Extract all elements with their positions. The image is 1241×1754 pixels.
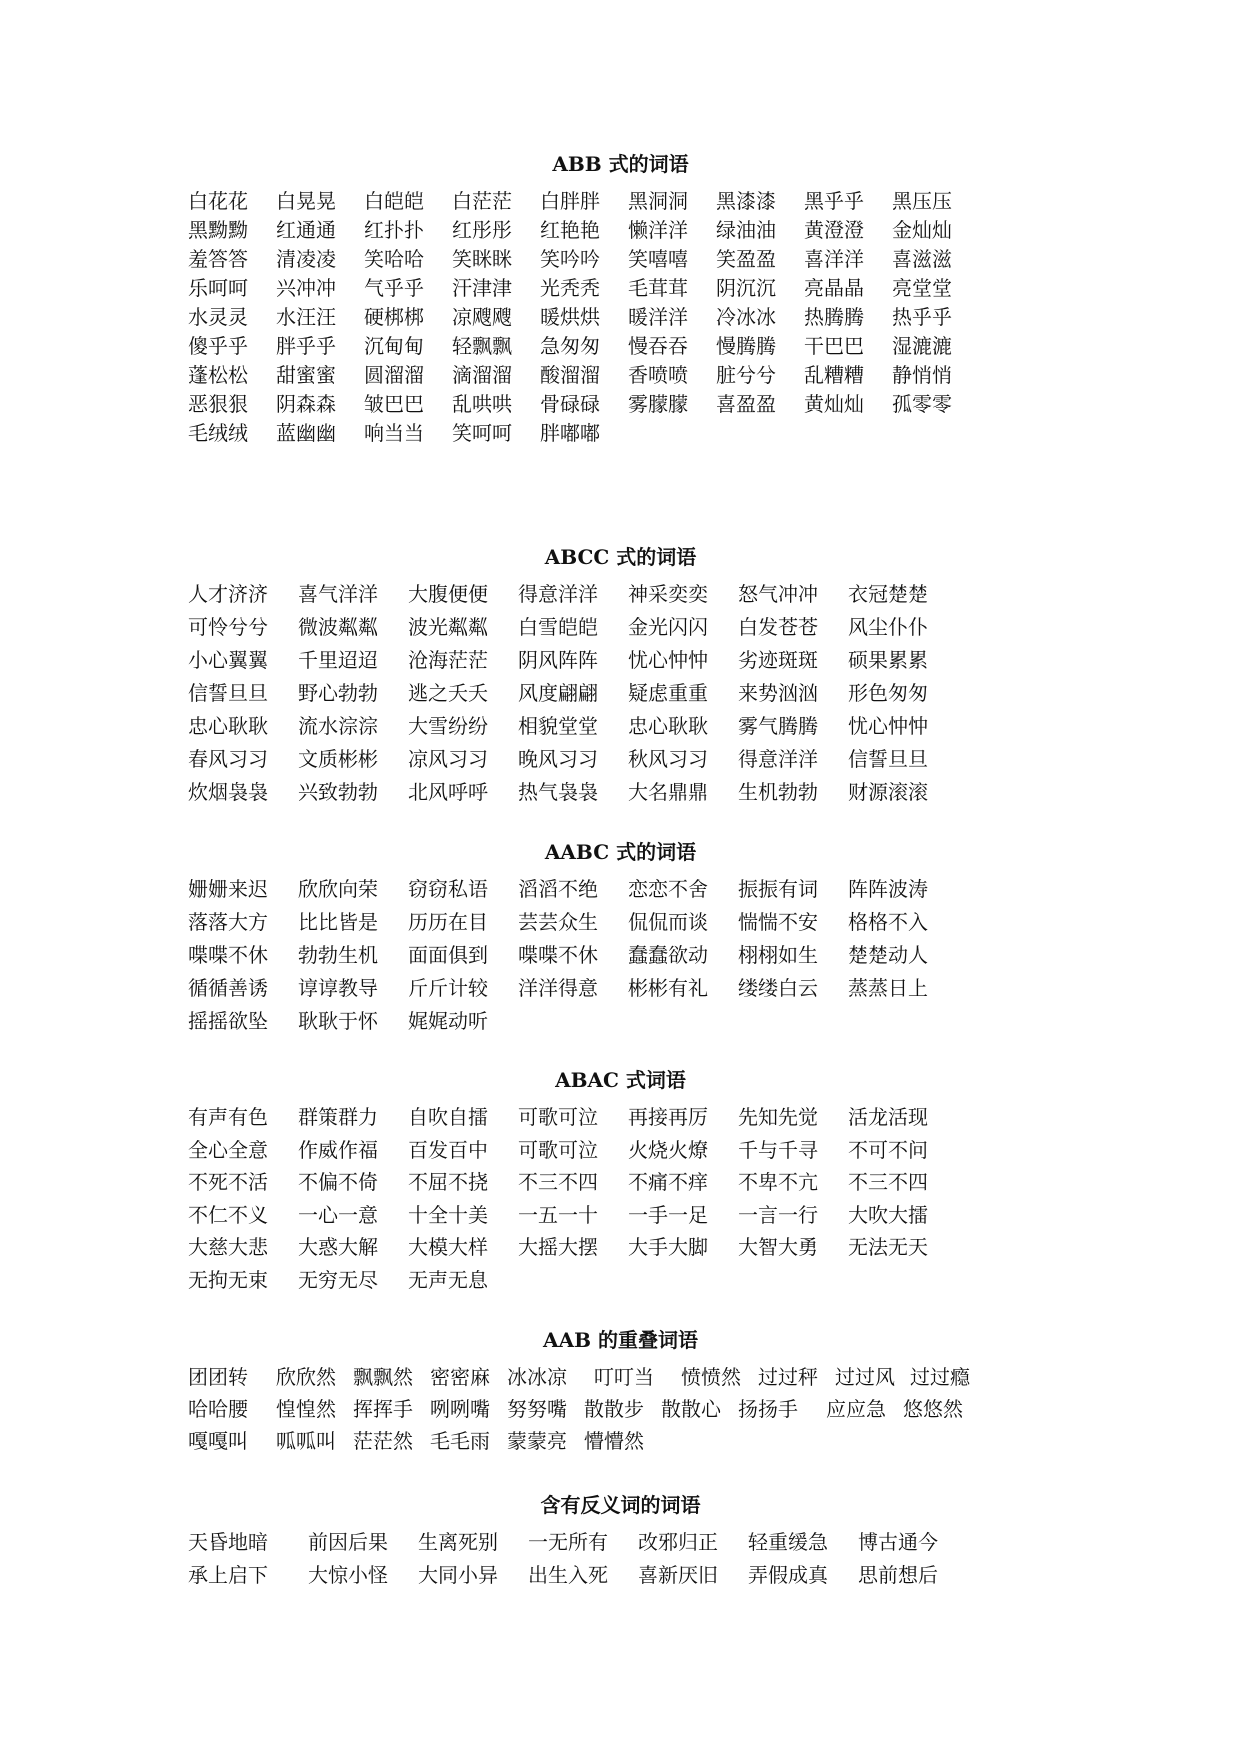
word-item: 大腹便便	[408, 582, 488, 606]
word-item: 逃之夭夭	[408, 681, 488, 705]
word-item: 彬彬有礼	[628, 976, 708, 1000]
word-item: 不痛不痒	[628, 1170, 708, 1194]
word-item: 惴惴不安	[738, 910, 818, 934]
word-item: 乱糟糟	[804, 363, 864, 387]
word-item: 凉飕飕	[452, 305, 512, 329]
word-item: 斤斤计较	[408, 976, 488, 1000]
word-item: 不可不问	[848, 1137, 928, 1162]
word-item: 挥挥手	[353, 1397, 413, 1421]
word-item: 历历在目	[408, 910, 488, 934]
word-item: 大吹大擂	[848, 1202, 928, 1227]
word-item: 咧咧嘴	[430, 1397, 490, 1421]
word-item: 慢腾腾	[716, 334, 776, 358]
word-item: 白花花	[188, 189, 248, 213]
word-item: 一无所有	[528, 1530, 608, 1554]
word-item: 大雪纷纷	[408, 714, 488, 738]
word-item: 蠢蠢欲动	[628, 943, 708, 967]
word-item: 蓝幽幽	[276, 421, 336, 445]
word-item: 窃窃私语	[408, 877, 488, 901]
word-item: 小心翼翼	[188, 648, 268, 672]
word-item: 兴冲冲	[276, 276, 336, 300]
word-item: 扬扬手	[738, 1397, 798, 1421]
word-item: 香喷喷	[628, 363, 688, 387]
word-item: 喋喋不休	[188, 943, 268, 967]
word-item: 喜滋滋	[892, 247, 952, 271]
word-item: 生机勃勃	[738, 780, 818, 804]
word-item: 凉风习习	[408, 747, 488, 771]
word-item: 炊烟袅袅	[188, 780, 268, 804]
word-item: 红彤彤	[452, 218, 512, 242]
word-item: 火烧火燎	[628, 1137, 708, 1162]
word-item: 不死不活	[188, 1170, 268, 1194]
word-item: 响当当	[364, 421, 424, 445]
word-item: 叮叮当	[594, 1365, 654, 1389]
word-item: 水汪汪	[276, 305, 336, 329]
word-item: 过过瘾	[910, 1365, 970, 1389]
word-item: 呱呱叫	[276, 1429, 336, 1453]
word-item: 黑洞洞	[628, 189, 688, 213]
word-item: 秋风习习	[628, 747, 708, 771]
word-item: 无拘无束	[188, 1267, 268, 1292]
word-item: 侃侃而谈	[628, 910, 708, 934]
word-item: 金灿灿	[892, 218, 952, 242]
word-item: 应应急	[826, 1397, 886, 1421]
word-item: 嘎嘎叫	[188, 1429, 248, 1453]
word-item: 雾朦朦	[628, 392, 688, 416]
word-item: 大模大样	[408, 1235, 488, 1259]
word-item: 热乎乎	[892, 305, 952, 329]
word-item: 大惊小怪	[308, 1563, 388, 1587]
word-item: 不三不四	[848, 1170, 928, 1194]
word-item: 惶惶然	[276, 1397, 336, 1421]
word-item: 笑呵呵	[452, 421, 512, 445]
word-item: 笑盈盈	[716, 247, 776, 271]
word-item: 飘飘然	[353, 1365, 413, 1389]
word-item: 劣迹斑斑	[738, 648, 818, 672]
word-item: 微波粼粼	[298, 615, 378, 639]
word-item: 兴致勃勃	[298, 780, 378, 804]
word-item: 天昏地暗	[188, 1530, 268, 1554]
word-item: 红扑扑	[364, 218, 424, 242]
word-item: 傻乎乎	[188, 334, 248, 358]
word-item: 黑乎乎	[804, 189, 864, 213]
word-item: 循循善诱	[188, 976, 268, 1000]
word-item: 忧心忡忡	[848, 714, 928, 738]
word-item: 楚楚动人	[848, 943, 928, 967]
word-item: 喜盈盈	[716, 392, 776, 416]
section-title: AAB 的重叠词语	[543, 1328, 698, 1352]
word-item: 北风呼呼	[408, 780, 488, 804]
word-item: 全心全意	[188, 1137, 268, 1162]
word-item: 大同小异	[418, 1563, 498, 1587]
word-item: 比比皆是	[298, 910, 378, 934]
word-item: 面面俱到	[408, 943, 488, 967]
word-item: 甜蜜蜜	[276, 363, 336, 387]
word-item: 毛绒绒	[188, 421, 248, 445]
word-item: 摇摇欲坠	[188, 1009, 268, 1033]
word-item: 汗津津	[452, 276, 512, 300]
word-item: 芸芸众生	[518, 910, 598, 934]
word-item: 不偏不倚	[298, 1170, 378, 1194]
word-item: 勃勃生机	[298, 943, 378, 967]
word-item: 一心一意	[298, 1202, 378, 1227]
word-item: 散散心	[661, 1397, 721, 1421]
word-item: 喜新厌旧	[638, 1563, 718, 1587]
word-item: 阴沉沉	[716, 276, 776, 300]
word-item: 白胖胖	[540, 189, 600, 213]
word-item: 白晃晃	[276, 189, 336, 213]
word-item: 落落大方	[188, 910, 268, 934]
word-item: 忠心耿耿	[628, 714, 708, 738]
word-item: 自吹自擂	[408, 1105, 488, 1129]
word-item: 红艳艳	[540, 218, 600, 242]
word-item: 懵懵然	[584, 1429, 644, 1453]
word-item: 热气袅袅	[518, 780, 598, 804]
word-item: 蒙蒙亮	[507, 1429, 567, 1453]
word-item: 有声有色	[188, 1105, 268, 1129]
word-item: 白茫茫	[452, 189, 512, 213]
word-item: 不屈不挠	[408, 1170, 488, 1194]
word-item: 黑压压	[892, 189, 952, 213]
word-item: 无法无天	[848, 1235, 928, 1259]
word-item: 一言一行	[738, 1202, 818, 1227]
word-item: 气乎乎	[364, 276, 424, 300]
word-item: 一手一足	[628, 1202, 708, 1227]
word-item: 信誓旦旦	[188, 681, 268, 705]
word-item: 沉甸甸	[364, 334, 424, 358]
word-item: 谆谆教导	[298, 976, 378, 1000]
word-item: 冰冰凉	[507, 1365, 567, 1389]
word-item: 千里迢迢	[298, 648, 378, 672]
word-item: 栩栩如生	[738, 943, 818, 967]
word-item: 急匆匆	[540, 334, 600, 358]
word-item: 耿耿于怀	[298, 1009, 378, 1033]
word-item: 怒气冲冲	[738, 582, 818, 606]
word-item: 绿油油	[716, 218, 776, 242]
word-item: 脏兮兮	[716, 363, 776, 387]
word-item: 光秃秃	[540, 276, 600, 300]
word-item: 姗姗来迟	[188, 877, 268, 901]
word-item: 黄灿灿	[804, 392, 864, 416]
word-item: 大摇大摆	[518, 1235, 598, 1259]
word-item: 先知先觉	[738, 1105, 818, 1129]
word-item: 可歌可泣	[518, 1105, 598, 1129]
word-item: 团团转	[188, 1365, 248, 1389]
word-item: 滔滔不绝	[518, 877, 598, 901]
word-item: 可歌可泣	[518, 1137, 598, 1162]
word-item: 阴森森	[276, 392, 336, 416]
section-title: ABB 式的词语	[552, 152, 689, 176]
word-item: 静悄悄	[892, 363, 952, 387]
word-item: 金光闪闪	[628, 615, 708, 639]
word-item: 过过秤	[758, 1365, 818, 1389]
word-item: 大智大勇	[738, 1235, 818, 1259]
word-item: 弄假成真	[748, 1563, 828, 1587]
word-item: 出生入死	[528, 1563, 608, 1587]
word-item: 过过风	[835, 1365, 895, 1389]
word-item: 大名鼎鼎	[628, 780, 708, 804]
word-item: 红通通	[276, 218, 336, 242]
word-item: 得意洋洋	[518, 582, 598, 606]
word-item: 娓娓动听	[408, 1009, 488, 1033]
word-item: 风度翩翩	[518, 681, 598, 705]
word-item: 轻飘飘	[452, 334, 512, 358]
word-item: 不三不四	[518, 1170, 598, 1194]
word-item: 洋洋得意	[518, 976, 598, 1000]
word-item: 喜洋洋	[804, 247, 864, 271]
word-item: 可怜兮兮	[188, 615, 268, 639]
word-item: 亮堂堂	[892, 276, 952, 300]
word-item: 胖乎乎	[276, 334, 336, 358]
word-item: 无声无息	[408, 1267, 488, 1292]
word-item: 群策群力	[298, 1105, 378, 1129]
word-item: 来势汹汹	[738, 681, 818, 705]
word-item: 不卑不亢	[738, 1170, 818, 1194]
word-item: 骨碌碌	[540, 392, 600, 416]
word-item: 波光粼粼	[408, 615, 488, 639]
word-item: 忧心忡忡	[628, 648, 708, 672]
word-item: 人才济济	[188, 582, 268, 606]
word-item: 黑漆漆	[716, 189, 776, 213]
word-item: 再接再厉	[628, 1105, 708, 1129]
word-item: 博古通今	[858, 1530, 938, 1554]
word-item: 疑虑重重	[628, 681, 708, 705]
word-item: 相貌堂堂	[518, 714, 598, 738]
word-item: 欣欣向荣	[298, 877, 378, 901]
word-item: 喜气洋洋	[298, 582, 378, 606]
word-item: 蒸蒸日上	[848, 976, 928, 1000]
word-item: 野心勃勃	[298, 681, 378, 705]
word-item: 承上启下	[188, 1563, 268, 1587]
section-title: ABCC 式的词语	[544, 545, 697, 569]
word-item: 干巴巴	[804, 334, 864, 358]
word-item: 胖嘟嘟	[540, 421, 600, 445]
word-item: 慢吞吞	[628, 334, 688, 358]
word-item: 一五一十	[518, 1202, 598, 1227]
word-item: 十全十美	[408, 1202, 488, 1227]
word-item: 形色匆匆	[848, 681, 928, 705]
word-item: 硬梆梆	[364, 305, 424, 329]
word-item: 信誓旦旦	[848, 747, 928, 771]
word-item: 暖烘烘	[540, 305, 600, 329]
word-item: 努努嘴	[507, 1397, 567, 1421]
word-item: 作威作福	[298, 1137, 378, 1162]
word-item: 笑嘻嘻	[628, 247, 688, 271]
word-item: 无穷无尽	[298, 1267, 378, 1292]
word-item: 乱哄哄	[452, 392, 512, 416]
word-item: 茫茫然	[353, 1429, 413, 1453]
word-item: 阵阵波涛	[848, 877, 928, 901]
word-item: 神采奕奕	[628, 582, 708, 606]
word-item: 缕缕白云	[738, 976, 818, 1000]
word-item: 恶狠狠	[188, 392, 248, 416]
section-title: 含有反义词的词语	[540, 1493, 701, 1517]
word-item: 亮晶晶	[804, 276, 864, 300]
word-item: 欣欣然	[276, 1365, 336, 1389]
word-item: 晚风习习	[518, 747, 598, 771]
word-item: 改邪归正	[638, 1530, 718, 1554]
word-item: 振振有词	[738, 877, 818, 901]
word-item: 酸溜溜	[540, 363, 600, 387]
word-item: 不仁不义	[188, 1202, 268, 1227]
word-item: 千与千寻	[738, 1137, 818, 1162]
word-item: 白皑皑	[364, 189, 424, 213]
word-item: 毛毛雨	[430, 1429, 490, 1453]
word-item: 孤零零	[892, 392, 952, 416]
word-item: 格格不入	[848, 910, 928, 934]
word-item: 轻重缓急	[748, 1530, 828, 1554]
word-item: 前因后果	[308, 1530, 388, 1554]
word-item: 暖洋洋	[628, 305, 688, 329]
word-item: 雾气腾腾	[738, 714, 818, 738]
word-item: 大惑大解	[298, 1235, 378, 1259]
word-item: 沧海茫茫	[408, 648, 488, 672]
word-item: 散散步	[584, 1397, 644, 1421]
word-item: 喋喋不休	[518, 943, 598, 967]
section-title: AABC 式的词语	[544, 840, 697, 864]
word-item: 硕果累累	[848, 648, 928, 672]
word-item: 冷冰冰	[716, 305, 776, 329]
word-item: 白发苍苍	[738, 615, 818, 639]
word-item: 流水淙淙	[298, 714, 378, 738]
word-item: 衣冠楚楚	[848, 582, 928, 606]
word-item: 懒洋洋	[628, 218, 688, 242]
word-item: 黑黝黝	[188, 218, 248, 242]
word-item: 皱巴巴	[364, 392, 424, 416]
word-item: 圆溜溜	[364, 363, 424, 387]
word-item: 滴溜溜	[452, 363, 512, 387]
word-item: 哈哈腰	[188, 1397, 248, 1421]
word-item: 水灵灵	[188, 305, 248, 329]
word-item: 清凌凌	[276, 247, 336, 271]
word-item: 乐呵呵	[188, 276, 248, 300]
word-item: 愤愤然	[681, 1365, 741, 1389]
word-item: 悠悠然	[903, 1397, 963, 1421]
word-item: 阴风阵阵	[518, 648, 598, 672]
section-title: ABAC 式词语	[555, 1068, 686, 1092]
word-item: 湿漉漉	[892, 334, 952, 358]
word-item: 毛茸茸	[628, 276, 688, 300]
word-item: 密密麻	[430, 1365, 490, 1389]
word-item: 笑眯眯	[452, 247, 512, 271]
word-item: 活龙活现	[848, 1105, 928, 1129]
word-item: 黄澄澄	[804, 218, 864, 242]
word-item: 笑哈哈	[364, 247, 424, 271]
word-item: 白雪皑皑	[518, 615, 598, 639]
word-item: 得意洋洋	[738, 747, 818, 771]
word-item: 笑吟吟	[540, 247, 600, 271]
word-item: 蓬松松	[188, 363, 248, 387]
word-item: 忠心耿耿	[188, 714, 268, 738]
word-item: 热腾腾	[804, 305, 864, 329]
word-item: 恋恋不舍	[628, 877, 708, 901]
word-item: 财源滚滚	[848, 780, 928, 804]
word-item: 羞答答	[188, 247, 248, 271]
word-item: 文质彬彬	[298, 747, 378, 771]
word-item: 大慈大悲	[188, 1235, 268, 1259]
word-item: 思前想后	[858, 1563, 938, 1587]
word-item: 生离死别	[418, 1530, 498, 1554]
word-item: 大手大脚	[628, 1235, 708, 1259]
word-item: 春风习习	[188, 747, 268, 771]
word-item: 百发百中	[408, 1137, 488, 1162]
word-item: 风尘仆仆	[848, 615, 928, 639]
